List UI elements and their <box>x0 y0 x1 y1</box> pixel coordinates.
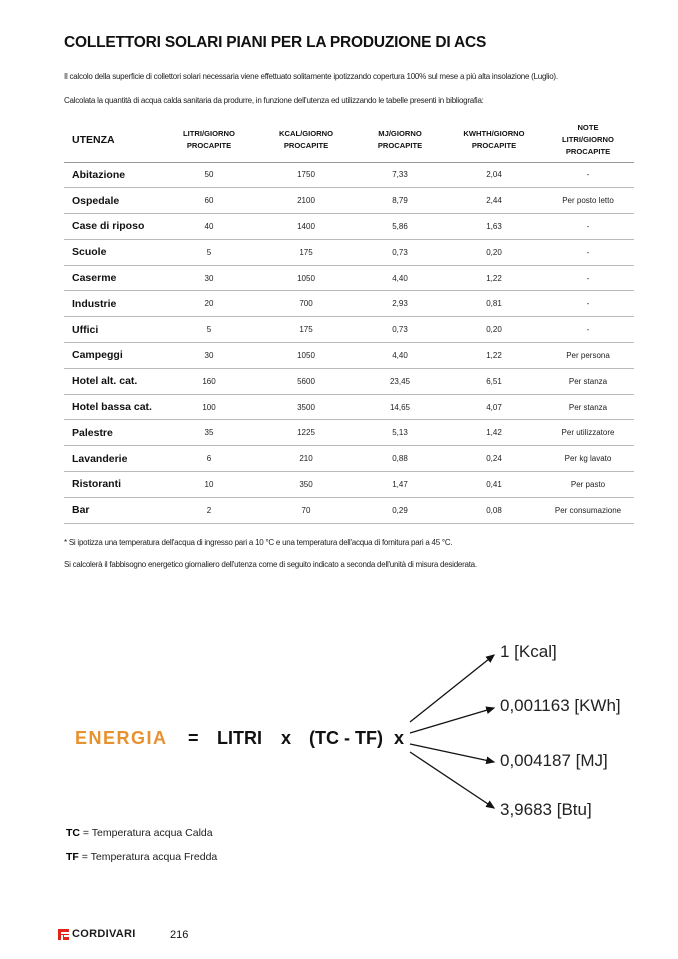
utenza-cell: Bar <box>64 497 160 523</box>
intro-text-2: Calcolata la quantità di acqua calda sanitaria da produrre, in funzione dell'utenza ed utilizzando le tabelle presenti in bibliografia: <box>64 96 484 105</box>
value-cell: Per persona <box>542 343 634 369</box>
value-cell: 175 <box>258 317 354 343</box>
result-kwh: 0,001163 [KWh] <box>500 696 621 715</box>
column-header: KWHTH/GIORNO PROCAPITE <box>446 118 542 162</box>
value-cell: 1750 <box>258 162 354 188</box>
result-mj: 0,004187 [MJ] <box>500 751 608 770</box>
page-title: COLLETTORI SOLARI PIANI PER LA PRODUZIONE DI ACS <box>64 34 487 51</box>
utenza-cell: Caserme <box>64 265 160 291</box>
column-header: LITRI/GIORNO PROCAPITE <box>160 118 258 162</box>
value-cell: 5 <box>160 317 258 343</box>
value-cell: 0,41 <box>446 472 542 498</box>
value-cell: 100 <box>160 394 258 420</box>
value-cell: 5,86 <box>354 214 446 240</box>
value-cell: 2,44 <box>446 188 542 214</box>
utenza-cell: Campeggi <box>64 343 160 369</box>
value-cell: 20 <box>160 291 258 317</box>
value-cell: 1225 <box>258 420 354 446</box>
value-cell: 0,08 <box>446 497 542 523</box>
formula-energia: ENERGIA <box>75 728 168 748</box>
utenza-cell: Palestre <box>64 420 160 446</box>
value-cell: 210 <box>258 446 354 472</box>
value-cell: 0,29 <box>354 497 446 523</box>
value-cell: 35 <box>160 420 258 446</box>
result-btu: 3,9683 [Btu] <box>500 800 592 819</box>
intro-text: Il calcolo della superficie di collettori solari necessaria viene effettuato solitamente ipotizzando copertura 100% sul mese a più alta insolazione (Luglio). <box>64 72 558 81</box>
value-cell: 0,24 <box>446 446 542 472</box>
value-cell: 30 <box>160 265 258 291</box>
utenza-cell: Uffici <box>64 317 160 343</box>
value-cell: 0,81 <box>446 291 542 317</box>
utenza-cell: Hotel bassa cat. <box>64 394 160 420</box>
value-cell: - <box>542 214 634 240</box>
value-cell: - <box>542 239 634 265</box>
value-cell: Per stanza <box>542 368 634 394</box>
value-cell: 2,04 <box>446 162 542 188</box>
value-cell: 4,40 <box>354 343 446 369</box>
calc-note: Si calcolerà il fabbisogno energetico giornaliero dell'utenza come di seguito indicato a seconda dell'unità di misura desiderata. <box>64 560 477 569</box>
column-header: UTENZA <box>64 118 160 162</box>
utenza-cell: Scuole <box>64 239 160 265</box>
value-cell: - <box>542 317 634 343</box>
value-cell: Per pasto <box>542 472 634 498</box>
value-cell: 350 <box>258 472 354 498</box>
value-cell: 2,93 <box>354 291 446 317</box>
value-cell: Per utilizzatore <box>542 420 634 446</box>
value-cell: 0,20 <box>446 317 542 343</box>
value-cell: 0,88 <box>354 446 446 472</box>
utenza-cell: Ristoranti <box>64 472 160 498</box>
value-cell: 1050 <box>258 265 354 291</box>
page-number: 216 <box>170 929 189 941</box>
value-cell: 30 <box>160 343 258 369</box>
legend-tc: TC = Temperatura acqua Calda <box>66 827 213 839</box>
value-cell: 6 <box>160 446 258 472</box>
footnote: * Si ipotizza una temperatura dell'acqua di ingresso pari a 10 °C e una temperatura dell'acqua di fornitura pari a 45 °C. <box>64 538 453 547</box>
value-cell: 1,42 <box>446 420 542 446</box>
legend-tf: TF = Temperatura acqua Fredda <box>66 851 218 863</box>
value-cell: 4,40 <box>354 265 446 291</box>
value-cell: 5,13 <box>354 420 446 446</box>
column-header: KCAL/GIORNO PROCAPITE <box>258 118 354 162</box>
result-kcal: 1 [Kcal] <box>500 642 557 661</box>
value-cell: 1,22 <box>446 265 542 291</box>
value-cell: 700 <box>258 291 354 317</box>
arrow-mj <box>410 744 494 762</box>
value-cell: Per consumazione <box>542 497 634 523</box>
value-cell: 70 <box>258 497 354 523</box>
value-cell: - <box>542 265 634 291</box>
utenza-cell: Lavanderie <box>64 446 160 472</box>
value-cell: 14,65 <box>354 394 446 420</box>
value-cell: - <box>542 291 634 317</box>
utenza-cell: Case di riposo <box>64 214 160 240</box>
value-cell: 1050 <box>258 343 354 369</box>
value-cell: 10 <box>160 472 258 498</box>
arrow-btu <box>410 752 494 808</box>
utenza-cell: Ospedale <box>64 188 160 214</box>
value-cell: 2100 <box>258 188 354 214</box>
value-cell: 2 <box>160 497 258 523</box>
value-cell: 175 <box>258 239 354 265</box>
value-cell: 0,73 <box>354 317 446 343</box>
value-cell: 5 <box>160 239 258 265</box>
value-cell: 160 <box>160 368 258 394</box>
value-cell: Per posto letto <box>542 188 634 214</box>
formula-times-2: x <box>394 728 405 748</box>
utenza-cell: Industrie <box>64 291 160 317</box>
value-cell: 50 <box>160 162 258 188</box>
column-header: NOTE LITRI/GIORNO PROCAPITE <box>542 118 634 162</box>
formula-litri: LITRI <box>217 728 262 748</box>
utenza-cell: Hotel alt. cat. <box>64 368 160 394</box>
value-cell: 23,45 <box>354 368 446 394</box>
value-cell: 4,07 <box>446 394 542 420</box>
value-cell: 7,33 <box>354 162 446 188</box>
formula-equals: = <box>188 728 199 748</box>
cordivari-logo-icon <box>58 929 69 940</box>
value-cell: 0,73 <box>354 239 446 265</box>
value-cell: Per stanza <box>542 394 634 420</box>
value-cell: - <box>542 162 634 188</box>
value-cell: 1,63 <box>446 214 542 240</box>
value-cell: 1400 <box>258 214 354 240</box>
value-cell: 5600 <box>258 368 354 394</box>
value-cell: 8,79 <box>354 188 446 214</box>
formula-times: x <box>281 728 292 748</box>
utenza-cell: Abitazione <box>64 162 160 188</box>
value-cell: 1,47 <box>354 472 446 498</box>
value-cell: 0,20 <box>446 239 542 265</box>
value-cell: Per kg lavato <box>542 446 634 472</box>
brand-logo: CORDIVARI <box>58 928 136 940</box>
column-header: MJ/GIORNO PROCAPITE <box>354 118 446 162</box>
value-cell: 60 <box>160 188 258 214</box>
formula-tc-tf: (TC - TF) <box>309 728 383 748</box>
value-cell: 6,51 <box>446 368 542 394</box>
value-cell: 40 <box>160 214 258 240</box>
value-cell: 3500 <box>258 394 354 420</box>
value-cell: 1,22 <box>446 343 542 369</box>
